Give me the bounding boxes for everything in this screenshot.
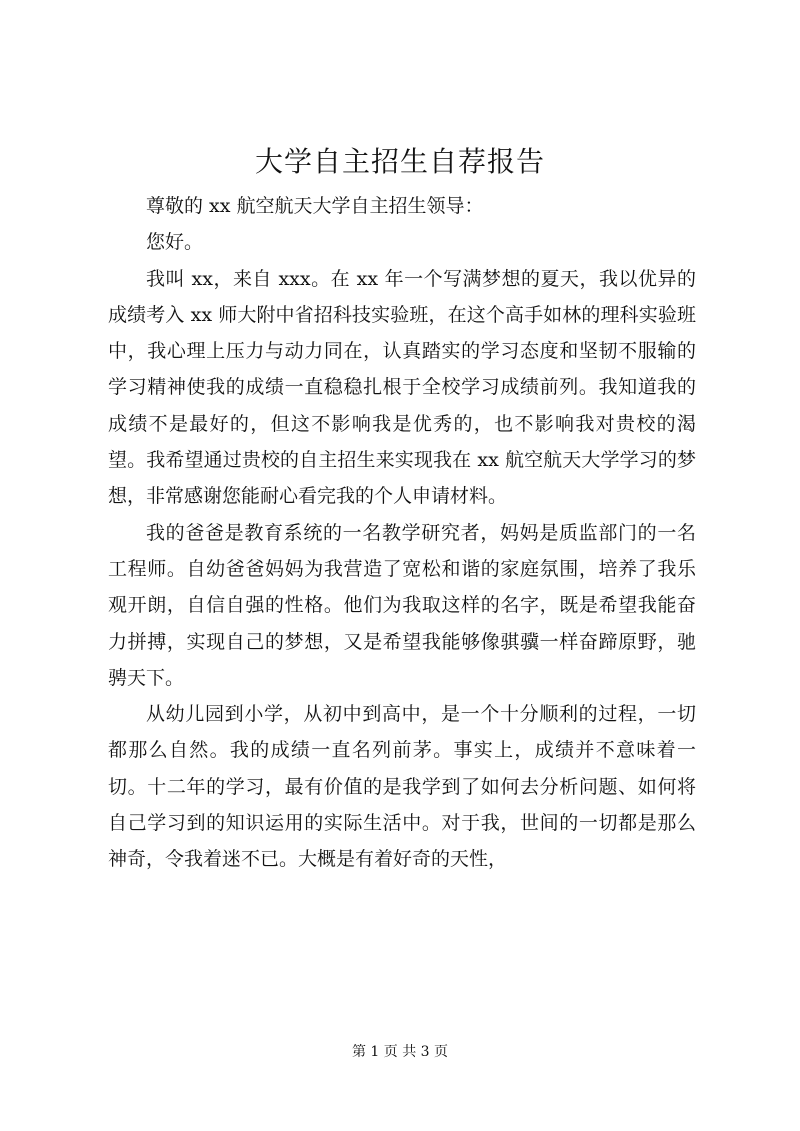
page-number-footer: 第 1 页 共 3 页: [351, 1044, 449, 1060]
salutation: 尊敬的 xx 航空航天大学自主招生领导：: [146, 195, 484, 217]
paragraph-education: 从幼儿园到小学，从初中到高中，是一个十分顺利的过程，一切都那么自然。我的成绩一直名列前茅。事实上，成绩并不意味着一切。十二年的学习，最有价值的是我学到了如何去分析问题、如何将自己学习到的知识运用的实际生活中。对于我，世间的一切都是那么神奇，令我着迷不已。大概是有着好奇的天性，: [108, 703, 696, 871]
greeting: 您好。: [146, 231, 204, 254]
paragraph-introduction: 我叫 xx，来自 xxx。在 xx 年一个写满梦想的夏天，我以优异的成绩考入 xx 师大附中省招科技实验班，在这个高手如林的理科实验班中，我心理上压力与动力同在，认真踏实的学习态度和坚韧不服输的学习精神使我的成绩一直稳稳扎根于全校学习成绩前列。我知道我的成绩不是最好的，但这不影响我是优秀的，也不影响我对贵校的渴望。我希望通过贵校的自主招生来实现我在 xx 航空航天大学学习的梦想，非常感谢您能耐心看完我的个人申请材料。: [108, 267, 696, 508]
document-title: 大学自主招生自荐报告: [254, 145, 545, 178]
paragraph-family: 我的爸爸是教育系统的一名教学研究者，妈妈是质监部门的一名工程师。自幼爸爸妈妈为我营造了宽松和谐的家庭氛围，培养了我乐观开朗，自信自强的性格。他们为我取这样的名字，既是希望我能奋力拼搏，实现自己的梦想，又是希望我能够像骐骥一样奋蹄原野，驰骋天下。: [108, 521, 696, 689]
document-body: [108, 188, 696, 878]
